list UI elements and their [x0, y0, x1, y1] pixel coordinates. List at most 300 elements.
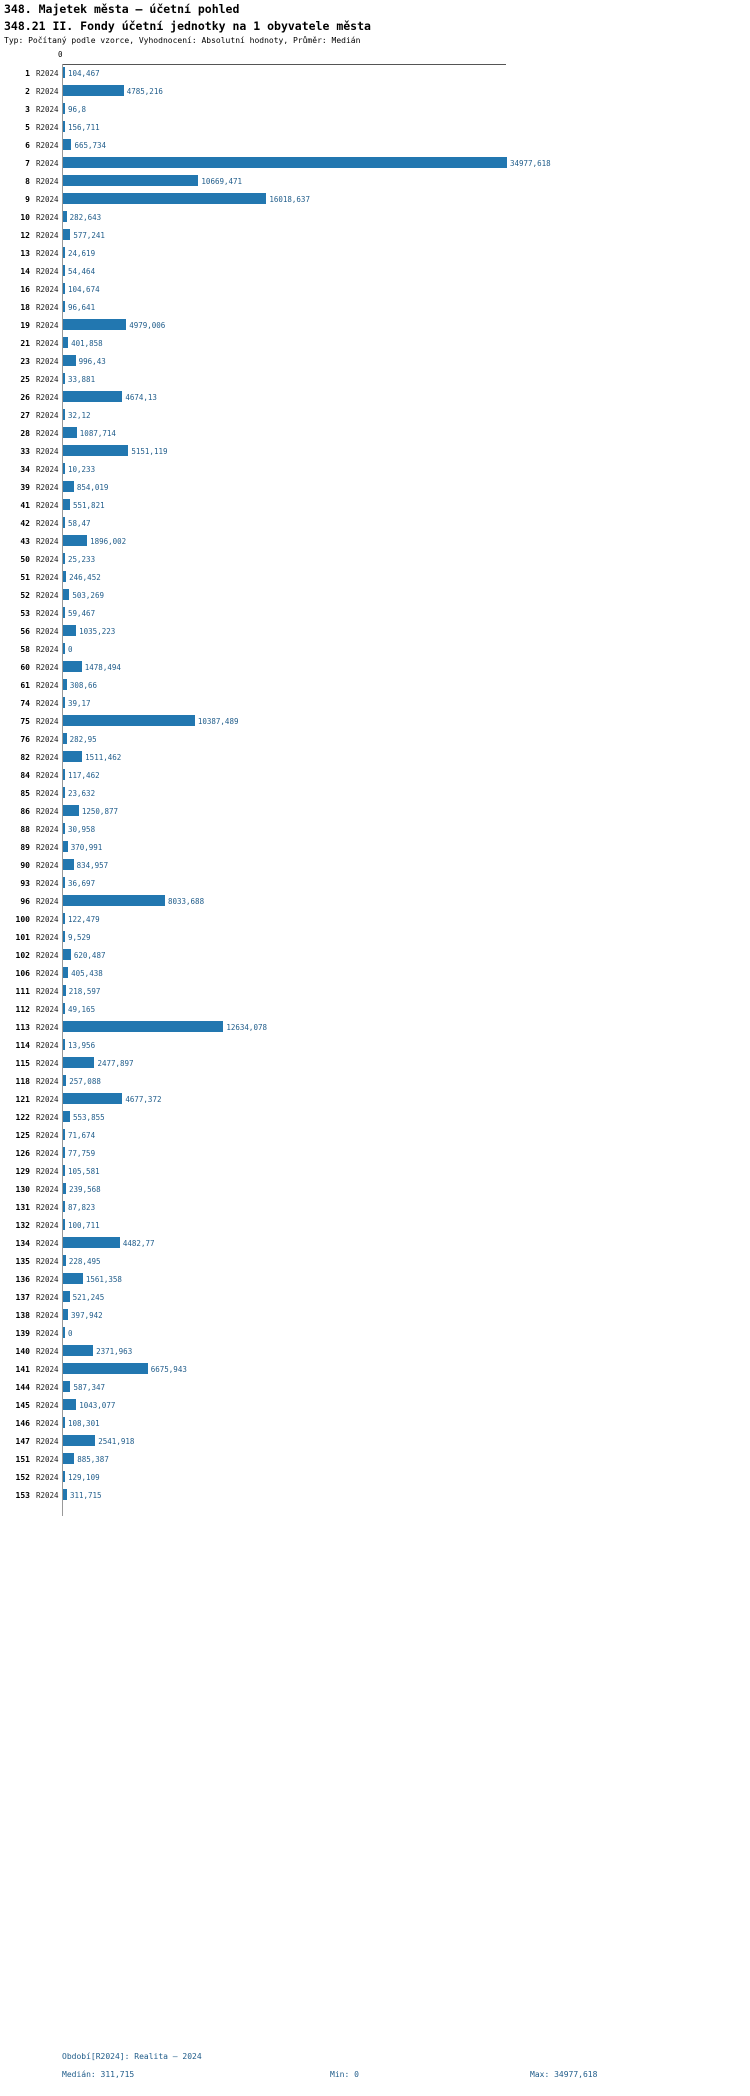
- bar-row: [0, 280, 750, 298]
- bar: [63, 157, 507, 168]
- bar: [63, 517, 65, 528]
- row-category-label: 84: [20, 771, 30, 780]
- bar: [63, 1291, 70, 1302]
- bar-value-label: 370,991: [70, 843, 103, 852]
- row-period-label: R2024: [36, 1365, 59, 1374]
- bar-row: [0, 1198, 750, 1216]
- row-period-label: R2024: [36, 1239, 59, 1248]
- bar: [63, 1165, 65, 1176]
- bar-row: [0, 424, 750, 442]
- bar-value-label: 397,942: [71, 1311, 103, 1320]
- row-period-label: R2024: [36, 1275, 59, 1284]
- bar: [63, 607, 65, 618]
- bar-row: [0, 190, 750, 208]
- bar-value-label: 2541,918: [98, 1437, 135, 1446]
- bar-row: [0, 514, 750, 532]
- row-period-label: R2024: [36, 1329, 59, 1338]
- bar-row: [0, 1072, 750, 1090]
- bar: [63, 1453, 74, 1464]
- bar: [63, 1381, 70, 1392]
- row-period-label: R2024: [36, 141, 59, 150]
- bar-value-label: 12634,078: [226, 1023, 267, 1032]
- row-category-label: 39: [20, 483, 30, 492]
- row-category-label: 111: [15, 987, 30, 996]
- bar: [63, 103, 65, 114]
- bar-value-label: 6675,943: [150, 1365, 187, 1374]
- row-category-label: 42: [20, 519, 30, 528]
- row-period-label: R2024: [36, 1221, 59, 1230]
- bar-row: [0, 1162, 750, 1180]
- bar-value-label: 87,823: [68, 1203, 96, 1212]
- bar: [63, 733, 67, 744]
- bar: [63, 661, 82, 672]
- row-period-label: R2024: [36, 1059, 59, 1068]
- bar-row: [0, 532, 750, 550]
- bar-row: [0, 982, 750, 1000]
- row-period-label: R2024: [36, 447, 59, 456]
- bar: [63, 931, 65, 942]
- row-period-label: R2024: [36, 1311, 59, 1320]
- row-category-label: 100: [15, 915, 30, 924]
- bar-row: [0, 1288, 750, 1306]
- bar-value-label: 39,17: [68, 699, 91, 708]
- row-category-label: 130: [15, 1185, 30, 1194]
- bar: [63, 751, 82, 762]
- bar: [63, 805, 79, 816]
- row-category-label: 6: [25, 141, 30, 150]
- bar-value-label: 239,568: [69, 1185, 101, 1194]
- bar-row: [0, 820, 750, 838]
- bar-value-label: 257,088: [69, 1077, 101, 1086]
- row-category-label: 147: [15, 1437, 30, 1446]
- bar-value-label: 311,715: [69, 1491, 102, 1500]
- row-period-label: R2024: [36, 357, 59, 366]
- bar: [63, 715, 195, 726]
- row-period-label: R2024: [36, 213, 59, 222]
- row-category-label: 53: [20, 609, 30, 618]
- chart-title: 348.21 II. Fondy účetní jednotky na 1 obyvatele města: [4, 19, 371, 33]
- row-period-label: R2024: [36, 1293, 59, 1302]
- row-category-label: 10: [20, 213, 30, 222]
- row-period-label: R2024: [36, 411, 59, 420]
- row-category-label: 131: [15, 1203, 30, 1212]
- bar-row: [0, 550, 750, 568]
- bar-value-label: 49,165: [68, 1005, 96, 1014]
- row-category-label: 153: [15, 1491, 30, 1500]
- bar-value-label: 104,674: [68, 285, 100, 294]
- row-category-label: 75: [20, 717, 30, 726]
- row-period-label: R2024: [36, 951, 59, 960]
- bar-value-label: 308,66: [69, 681, 97, 690]
- bar-row: [0, 1468, 750, 1486]
- bar-row: [0, 1216, 750, 1234]
- bar-value-label: 282,643: [69, 213, 102, 222]
- bar: [63, 1327, 65, 1338]
- bar: [63, 1363, 148, 1374]
- bar-value-label: 10669,471: [201, 177, 243, 186]
- row-period-label: R2024: [36, 753, 59, 762]
- bar-value-label: 1250,877: [81, 807, 118, 816]
- row-period-label: R2024: [36, 1095, 59, 1104]
- bar: [63, 265, 65, 276]
- bar: [63, 1147, 65, 1158]
- bar-row: [0, 694, 750, 712]
- page-title: 348. Majetek města – účetní pohled: [4, 2, 240, 16]
- bar: [63, 445, 128, 456]
- row-period-label: R2024: [36, 663, 59, 672]
- row-period-label: R2024: [36, 645, 59, 654]
- bar-value-label: 218,597: [68, 987, 101, 996]
- bar-row: [0, 1108, 750, 1126]
- row-category-label: 82: [20, 753, 30, 762]
- bar-row: [0, 676, 750, 694]
- row-period-label: R2024: [36, 591, 59, 600]
- bar-row: [0, 136, 750, 154]
- bar-row: [0, 1054, 750, 1072]
- row-period-label: R2024: [36, 1149, 59, 1158]
- bar: [63, 463, 65, 474]
- bar: [63, 1003, 65, 1014]
- bar-row: [0, 748, 750, 766]
- bar-value-label: 577,241: [73, 231, 105, 240]
- bar-value-label: 77,759: [68, 1149, 96, 1158]
- row-category-label: 21: [20, 339, 30, 348]
- bar-rows: [0, 64, 750, 1504]
- bar: [63, 985, 66, 996]
- bar-value-label: 1511,462: [85, 753, 122, 762]
- bar: [63, 67, 65, 78]
- bar-value-label: 620,487: [73, 951, 106, 960]
- row-category-label: 137: [15, 1293, 30, 1302]
- bar-value-label: 0: [68, 1329, 73, 1338]
- row-category-label: 85: [20, 789, 30, 798]
- bar-row: [0, 766, 750, 784]
- row-period-label: R2024: [36, 861, 59, 870]
- row-category-label: 3: [25, 105, 30, 114]
- row-category-label: 7: [25, 159, 30, 168]
- row-period-label: R2024: [36, 285, 59, 294]
- row-period-label: R2024: [36, 231, 59, 240]
- row-period-label: R2024: [36, 1077, 59, 1086]
- row-category-label: 34: [20, 465, 30, 474]
- row-category-label: 146: [15, 1419, 30, 1428]
- footer-median: Medián: 311,715: [62, 2070, 135, 2079]
- bar-row: [0, 1396, 750, 1414]
- bar-row: [0, 802, 750, 820]
- bar-row: [0, 1324, 750, 1342]
- bar-value-label: 405,438: [71, 969, 103, 978]
- bar: [63, 1399, 76, 1410]
- row-period-label: R2024: [36, 87, 59, 96]
- row-category-label: 60: [20, 663, 30, 672]
- row-category-label: 115: [15, 1059, 30, 1068]
- row-category-label: 33: [20, 447, 30, 456]
- row-period-label: R2024: [36, 249, 59, 258]
- bar-row: [0, 370, 750, 388]
- row-period-label: R2024: [36, 339, 59, 348]
- row-period-label: R2024: [36, 969, 59, 978]
- row-category-label: 41: [20, 501, 30, 510]
- bar: [63, 967, 68, 978]
- row-period-label: R2024: [36, 501, 59, 510]
- bar-row: [0, 604, 750, 622]
- bar: [63, 1201, 65, 1212]
- bar-value-label: 1896,002: [90, 537, 127, 546]
- bar-value-label: 129,109: [68, 1473, 100, 1482]
- row-period-label: R2024: [36, 303, 59, 312]
- row-category-label: 86: [20, 807, 30, 816]
- bar-value-label: 24,619: [68, 249, 96, 258]
- bar: [63, 175, 198, 186]
- row-category-label: 145: [15, 1401, 30, 1410]
- bar-value-label: 1561,358: [85, 1275, 122, 1284]
- bar-row: [0, 658, 750, 676]
- bar-row: [0, 712, 750, 730]
- row-category-label: 106: [15, 969, 30, 978]
- bar-row: [0, 118, 750, 136]
- bar-row: [0, 1414, 750, 1432]
- bar: [63, 841, 68, 852]
- bar-row: [0, 640, 750, 658]
- bar-value-label: 2371,963: [96, 1347, 133, 1356]
- bar-row: [0, 334, 750, 352]
- bar-row: [0, 946, 750, 964]
- bar-row: [0, 586, 750, 604]
- bar-value-label: 108,301: [68, 1419, 100, 1428]
- bar-value-label: 587,347: [73, 1383, 106, 1392]
- bar-value-label: 96,641: [68, 303, 96, 312]
- row-period-label: R2024: [36, 1203, 59, 1212]
- bar-row: [0, 1486, 750, 1504]
- bar-value-label: 156,711: [68, 123, 100, 132]
- bar: [63, 1183, 66, 1194]
- bar: [63, 1471, 65, 1482]
- row-category-label: 152: [15, 1473, 30, 1482]
- bar: [63, 553, 65, 564]
- bar-row: [0, 298, 750, 316]
- bar-value-label: 59,467: [68, 609, 96, 618]
- row-period-label: R2024: [36, 1383, 59, 1392]
- bar: [63, 1093, 122, 1104]
- bar-value-label: 16018,637: [269, 195, 310, 204]
- row-period-label: R2024: [36, 825, 59, 834]
- bar-value-label: 54,464: [68, 267, 96, 276]
- bar-row: [0, 1036, 750, 1054]
- bar-value-label: 996,43: [78, 357, 106, 366]
- row-period-label: R2024: [36, 519, 59, 528]
- bar: [63, 1309, 68, 1320]
- bar-row: [0, 154, 750, 172]
- footer-min: Min: 0: [330, 2070, 359, 2079]
- bar-value-label: 104,467: [68, 69, 100, 78]
- bar: [63, 409, 65, 420]
- row-category-label: 58: [20, 645, 30, 654]
- bar: [63, 1021, 223, 1032]
- bar-value-label: 100,711: [68, 1221, 100, 1230]
- row-category-label: 126: [15, 1149, 30, 1158]
- row-period-label: R2024: [36, 123, 59, 132]
- row-category-label: 52: [20, 591, 30, 600]
- bar-value-label: 0: [68, 645, 73, 654]
- row-period-label: R2024: [36, 717, 59, 726]
- bar-value-label: 23,632: [68, 789, 96, 798]
- bar: [63, 391, 122, 402]
- bar: [63, 373, 65, 384]
- bar-value-label: 8033,688: [167, 897, 205, 906]
- bar: [63, 823, 65, 834]
- bar: [63, 229, 70, 240]
- bar-row: [0, 892, 750, 910]
- row-category-label: 136: [15, 1275, 30, 1284]
- bar-row: [0, 442, 750, 460]
- bar-value-label: 503,269: [72, 591, 104, 600]
- bar: [63, 643, 65, 654]
- bar-row: [0, 316, 750, 334]
- bar-row: [0, 1432, 750, 1450]
- bar: [63, 949, 71, 960]
- bar-value-label: 4482,77: [122, 1239, 155, 1248]
- row-period-label: R2024: [36, 555, 59, 564]
- row-period-label: R2024: [36, 1473, 59, 1482]
- bar: [63, 283, 65, 294]
- bar-row: [0, 1342, 750, 1360]
- bar-value-label: 1087,714: [79, 429, 116, 438]
- row-period-label: R2024: [36, 933, 59, 942]
- row-period-label: R2024: [36, 537, 59, 546]
- row-category-label: 13: [20, 249, 30, 258]
- row-period-label: R2024: [36, 1041, 59, 1050]
- bar-row: [0, 928, 750, 946]
- row-period-label: R2024: [36, 807, 59, 816]
- bar: [63, 1237, 120, 1248]
- bar: [63, 859, 74, 870]
- bar: [63, 895, 165, 906]
- row-category-label: 14: [20, 267, 30, 276]
- bar-row: [0, 1000, 750, 1018]
- bar: [63, 121, 65, 132]
- chart-subtitle: Typ: Počítaný podle vzorce, Vyhodnocení: Absolutní hodnoty, Průměr: Medián: [4, 36, 361, 45]
- bar-value-label: 1043,077: [79, 1401, 116, 1410]
- bar: [63, 1075, 66, 1086]
- row-period-label: R2024: [36, 159, 59, 168]
- bar-value-label: 834,957: [76, 861, 109, 870]
- row-period-label: R2024: [36, 699, 59, 708]
- row-period-label: R2024: [36, 609, 59, 618]
- bar: [63, 1273, 83, 1284]
- row-category-label: 151: [15, 1455, 30, 1464]
- row-category-label: 88: [20, 825, 30, 834]
- bar-row: [0, 1360, 750, 1378]
- row-period-label: R2024: [36, 1491, 59, 1500]
- row-category-label: 26: [20, 393, 30, 402]
- bar: [63, 427, 77, 438]
- bar: [63, 301, 65, 312]
- bar-row: [0, 100, 750, 118]
- bar-row: [0, 1252, 750, 1270]
- bar: [63, 499, 70, 510]
- bar-row: [0, 1450, 750, 1468]
- row-category-label: 28: [20, 429, 30, 438]
- bar: [63, 1435, 95, 1446]
- bar-value-label: 4677,372: [125, 1095, 162, 1104]
- bar-value-label: 5151,119: [131, 447, 168, 456]
- row-category-label: 139: [15, 1329, 30, 1338]
- bar: [63, 877, 65, 888]
- bar-value-label: 521,245: [72, 1293, 105, 1302]
- bar-value-label: 34977,618: [510, 159, 551, 168]
- row-period-label: R2024: [36, 1347, 59, 1356]
- bar: [63, 1255, 66, 1266]
- bar-value-label: 4674,13: [125, 393, 157, 402]
- row-period-label: R2024: [36, 1455, 59, 1464]
- bar-row: [0, 784, 750, 802]
- bar-value-label: 246,452: [69, 573, 101, 582]
- bar: [63, 625, 76, 636]
- bar-value-label: 10,233: [68, 465, 96, 474]
- row-category-label: 114: [15, 1041, 30, 1050]
- row-category-label: 51: [20, 573, 30, 582]
- row-category-label: 74: [20, 699, 30, 708]
- row-category-label: 144: [15, 1383, 30, 1392]
- bar-row: [0, 1306, 750, 1324]
- bar-value-label: 33,881: [68, 375, 96, 384]
- row-period-label: R2024: [36, 429, 59, 438]
- row-category-label: 9: [25, 195, 30, 204]
- bar: [63, 769, 65, 780]
- row-category-label: 27: [20, 411, 30, 420]
- row-category-label: 122: [15, 1113, 30, 1122]
- row-category-label: 2: [25, 87, 30, 96]
- row-category-label: 101: [15, 933, 30, 942]
- row-period-label: R2024: [36, 375, 59, 384]
- bar-value-label: 1478,494: [84, 663, 121, 672]
- row-period-label: R2024: [36, 1419, 59, 1428]
- bar-value-label: 36,697: [68, 879, 96, 888]
- bar: [63, 1489, 67, 1500]
- bar: [63, 787, 65, 798]
- bar-row: [0, 406, 750, 424]
- row-period-label: R2024: [36, 177, 59, 186]
- row-category-label: 19: [20, 321, 30, 330]
- bar-value-label: 1035,223: [79, 627, 116, 636]
- row-category-label: 135: [15, 1257, 30, 1266]
- row-category-label: 125: [15, 1131, 30, 1140]
- row-period-label: R2024: [36, 69, 59, 78]
- bar-row: [0, 82, 750, 100]
- bar: [63, 211, 67, 222]
- bar-value-label: 9,529: [68, 933, 91, 942]
- bar-row: [0, 838, 750, 856]
- bar-value-label: 4979,006: [129, 321, 166, 330]
- row-category-label: 118: [15, 1077, 30, 1086]
- row-category-label: 132: [15, 1221, 30, 1230]
- row-category-label: 12: [20, 231, 30, 240]
- row-period-label: R2024: [36, 105, 59, 114]
- row-period-label: R2024: [36, 897, 59, 906]
- bar-row: [0, 262, 750, 280]
- bar-row: [0, 622, 750, 640]
- row-period-label: R2024: [36, 1005, 59, 1014]
- bar: [63, 535, 87, 546]
- bar-row: [0, 964, 750, 982]
- bar-row: [0, 910, 750, 928]
- row-period-label: R2024: [36, 1185, 59, 1194]
- bar-row: [0, 388, 750, 406]
- bar: [63, 1129, 65, 1140]
- row-category-label: 113: [15, 1023, 30, 1032]
- bar-row: [0, 208, 750, 226]
- bar: [63, 355, 76, 366]
